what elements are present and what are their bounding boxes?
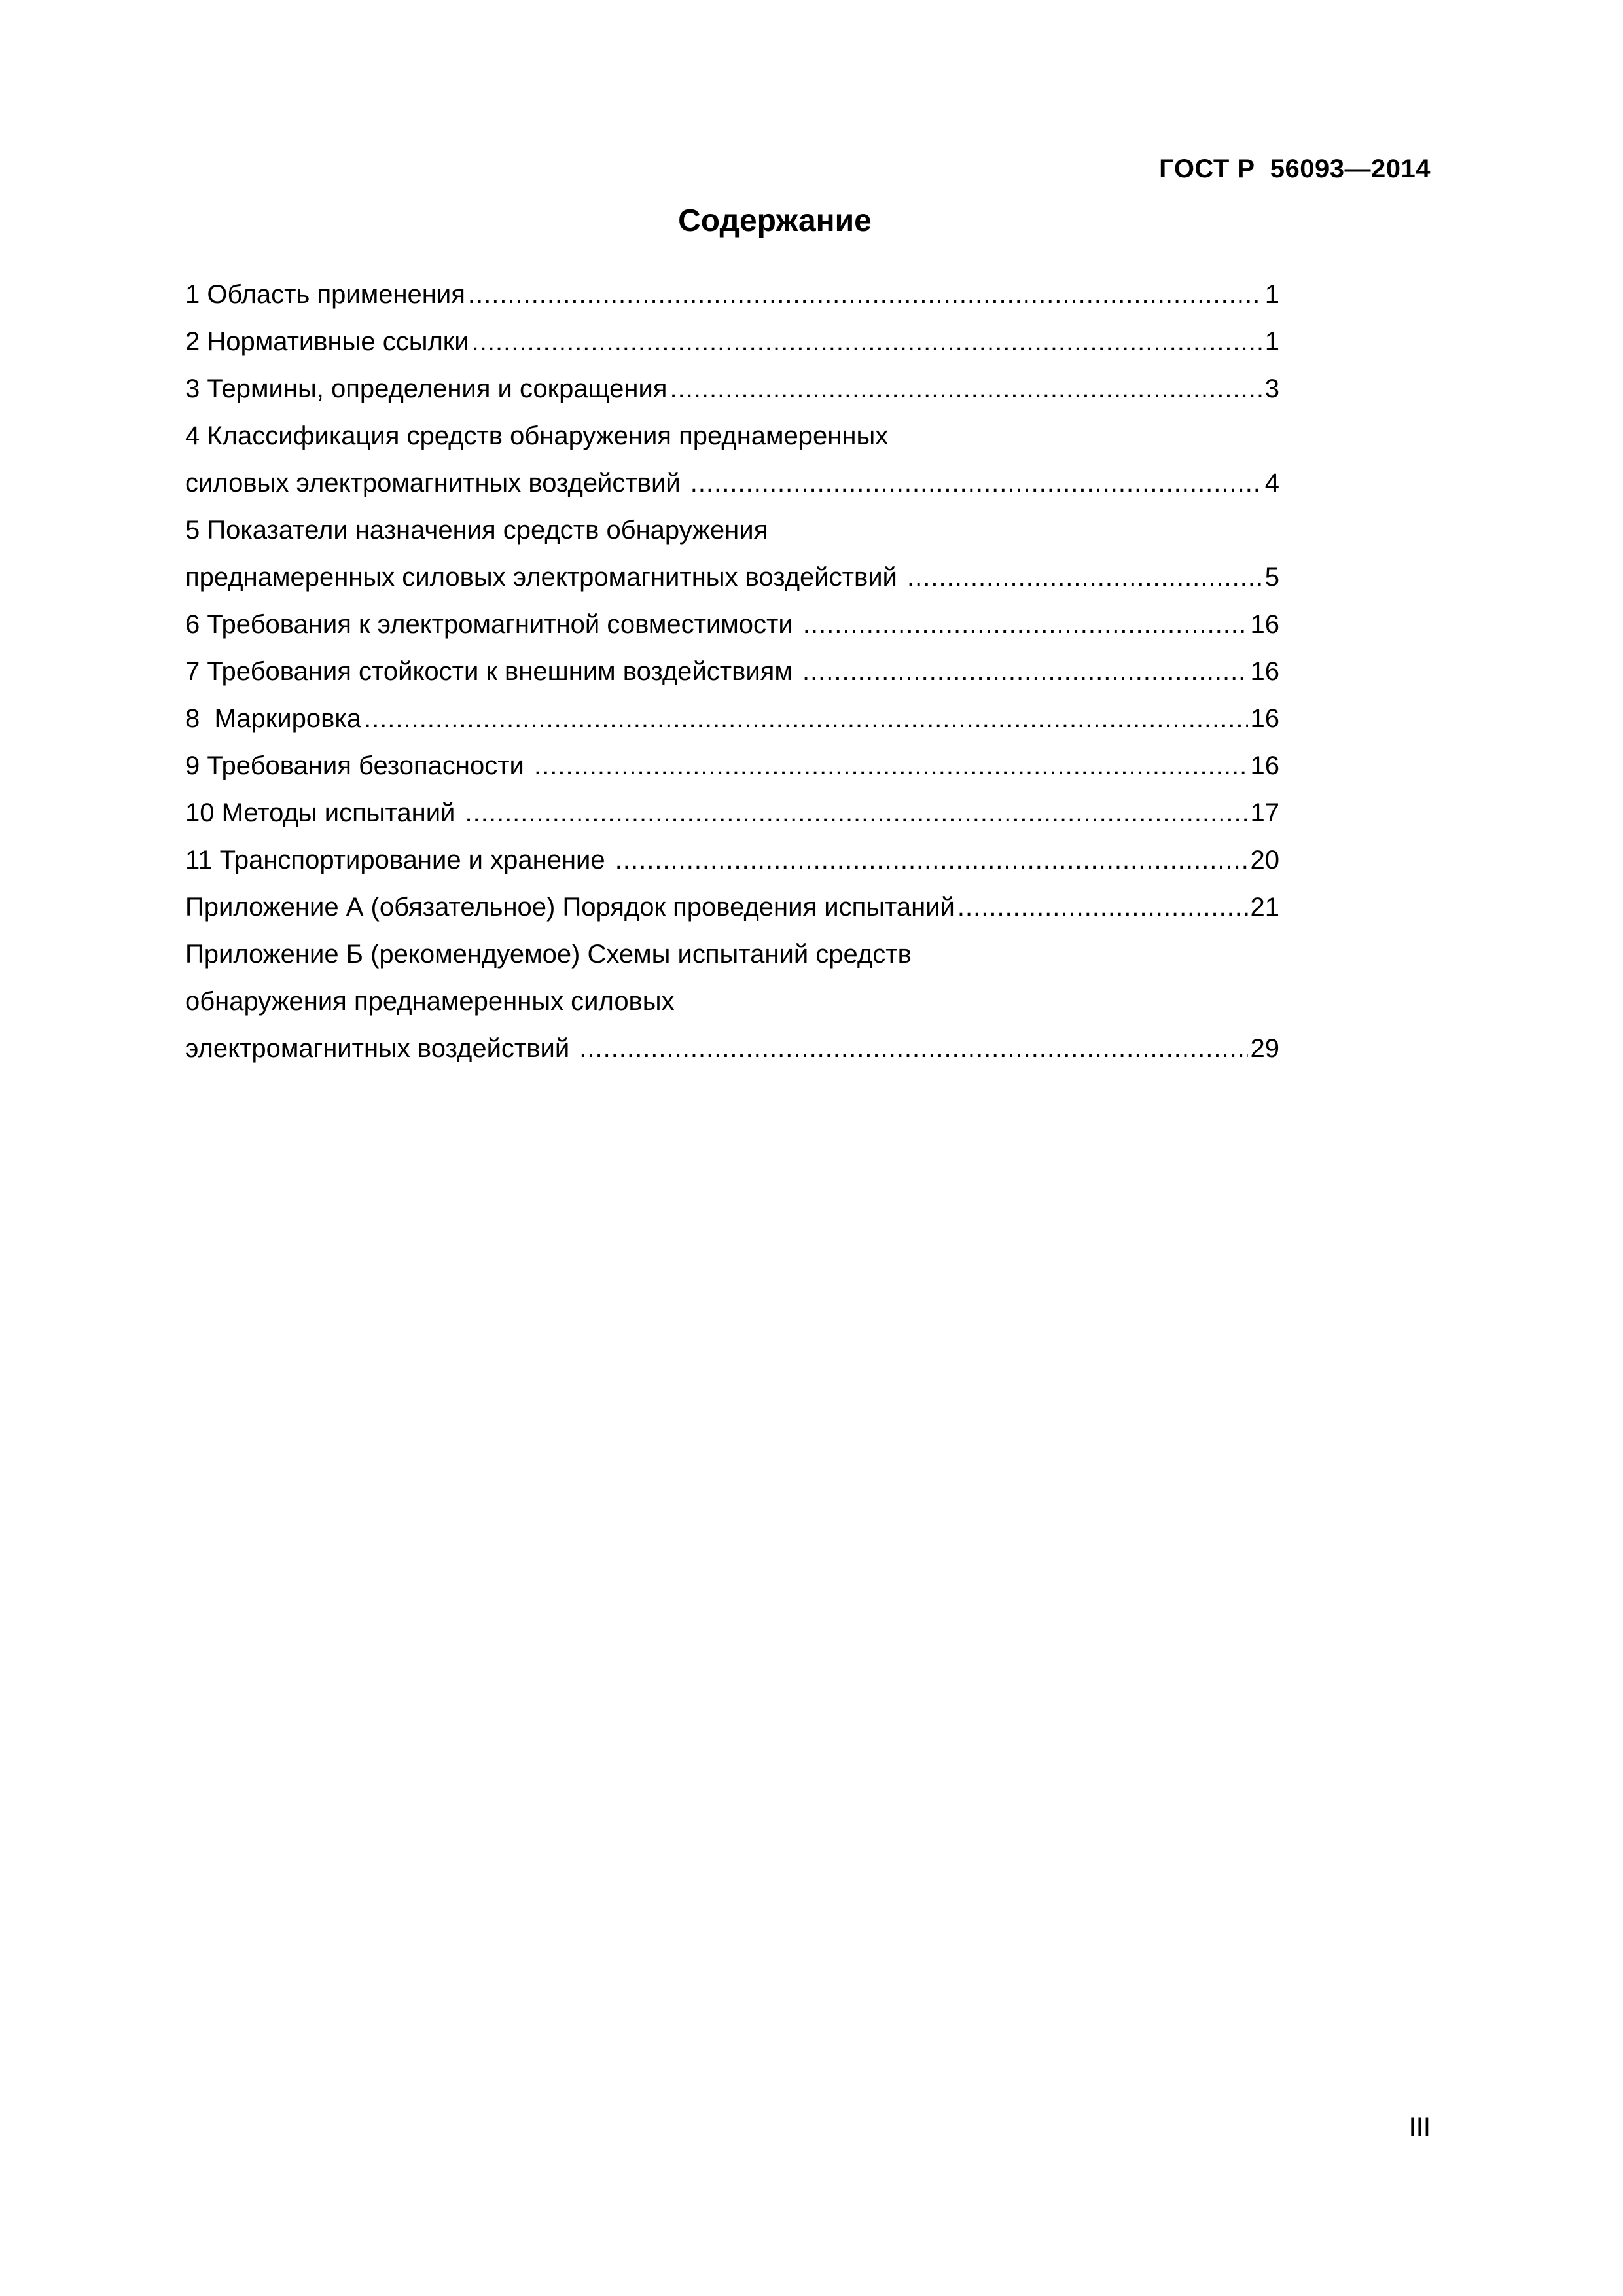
toc-page-number: 17 [1250,798,1279,827]
dot-leader [907,554,1262,601]
toc-entry-text: 4 Классификация средств обнаружения преднамеренных [185,422,889,450]
toc-entry[interactable] [185,271,1279,318]
toc-entry[interactable] [185,601,1279,648]
toc-entry[interactable] [185,554,1279,601]
dot-leader [364,695,1248,742]
toc-entry-text: 3 Термины, определения и сокращения [185,374,668,403]
toc-entry-text: 8 Маркировка [185,704,361,733]
toc-entry-text: силовых электромагнитных воздействий [185,469,688,497]
toc-page-number: 16 [1250,610,1279,639]
table-of-contents [185,271,1279,1072]
toc-entry-text: Приложение А (обязательное) Порядок проведения испытаний [185,893,955,922]
page-number: III [1408,2113,1431,2142]
dot-leader [534,742,1248,789]
toc-entry[interactable] [185,318,1279,365]
toc-entry-text: 5 Показатели назначения средств обнаружения [185,516,768,545]
toc-page-number: 5 [1264,563,1279,592]
toc-page-number: 1 [1264,280,1279,309]
toc-entry-line [185,507,1279,554]
toc-page-number: 4 [1264,469,1279,497]
dot-leader [468,271,1262,318]
toc-entry-text: 6 Требования к электромагнитной совместимости [185,610,800,639]
page-title: Содержание [678,204,872,238]
toc-page-number: 3 [1264,374,1279,403]
toc-page-number: 1 [1264,327,1279,356]
dot-leader [465,789,1248,836]
dot-leader [802,648,1248,695]
toc-entry[interactable] [185,695,1279,742]
toc-entry-line [185,931,1279,978]
toc-page-number: 16 [1250,657,1279,686]
toc-page-number: 20 [1250,846,1279,874]
toc-entry[interactable] [185,1025,1279,1072]
toc-entry-text: 10 Методы испытаний [185,798,463,827]
toc-entry[interactable] [185,365,1279,412]
toc-entry[interactable] [185,742,1279,789]
toc-entry-text: преднамеренных силовых электромагнитных воздействий [185,563,905,592]
toc-entry-line [185,978,1279,1025]
dot-leader [803,601,1248,648]
toc-entry-text: Приложение Б (рекомендуемое) Схемы испытаний средств [185,940,912,969]
toc-page-number: 29 [1250,1034,1279,1063]
toc-entry-text: электромагнитных воздействий [185,1034,577,1063]
toc-entry[interactable] [185,884,1279,931]
toc-entry-text: 1 Область применения [185,280,465,309]
toc-entry-text: 9 Требования безопасности [185,751,531,780]
toc-entry-text: обнаружения преднамеренных силовых [185,987,675,1016]
dot-leader [615,836,1248,884]
toc-entry[interactable] [185,836,1279,884]
dot-leader [472,318,1262,365]
toc-page-number: 16 [1250,751,1279,780]
dot-leader [957,884,1248,931]
toc-entry[interactable] [185,459,1279,507]
toc-entry-text: 11 Транспортирование и хранение [185,846,613,874]
document-code: ГОСТ Р 56093—2014 [1159,154,1431,183]
toc-entry-text: 7 Требования стойкости к внешним воздействиям [185,657,800,686]
toc-entry[interactable] [185,648,1279,695]
toc-page-number: 16 [1250,704,1279,733]
toc-page-number: 21 [1250,893,1279,922]
dot-leader [579,1025,1247,1072]
toc-entry-line [185,412,1279,459]
toc-entry-text: 2 Нормативные ссылки [185,327,469,356]
dot-leader [669,365,1262,412]
dot-leader [690,459,1262,507]
toc-entry[interactable] [185,789,1279,836]
